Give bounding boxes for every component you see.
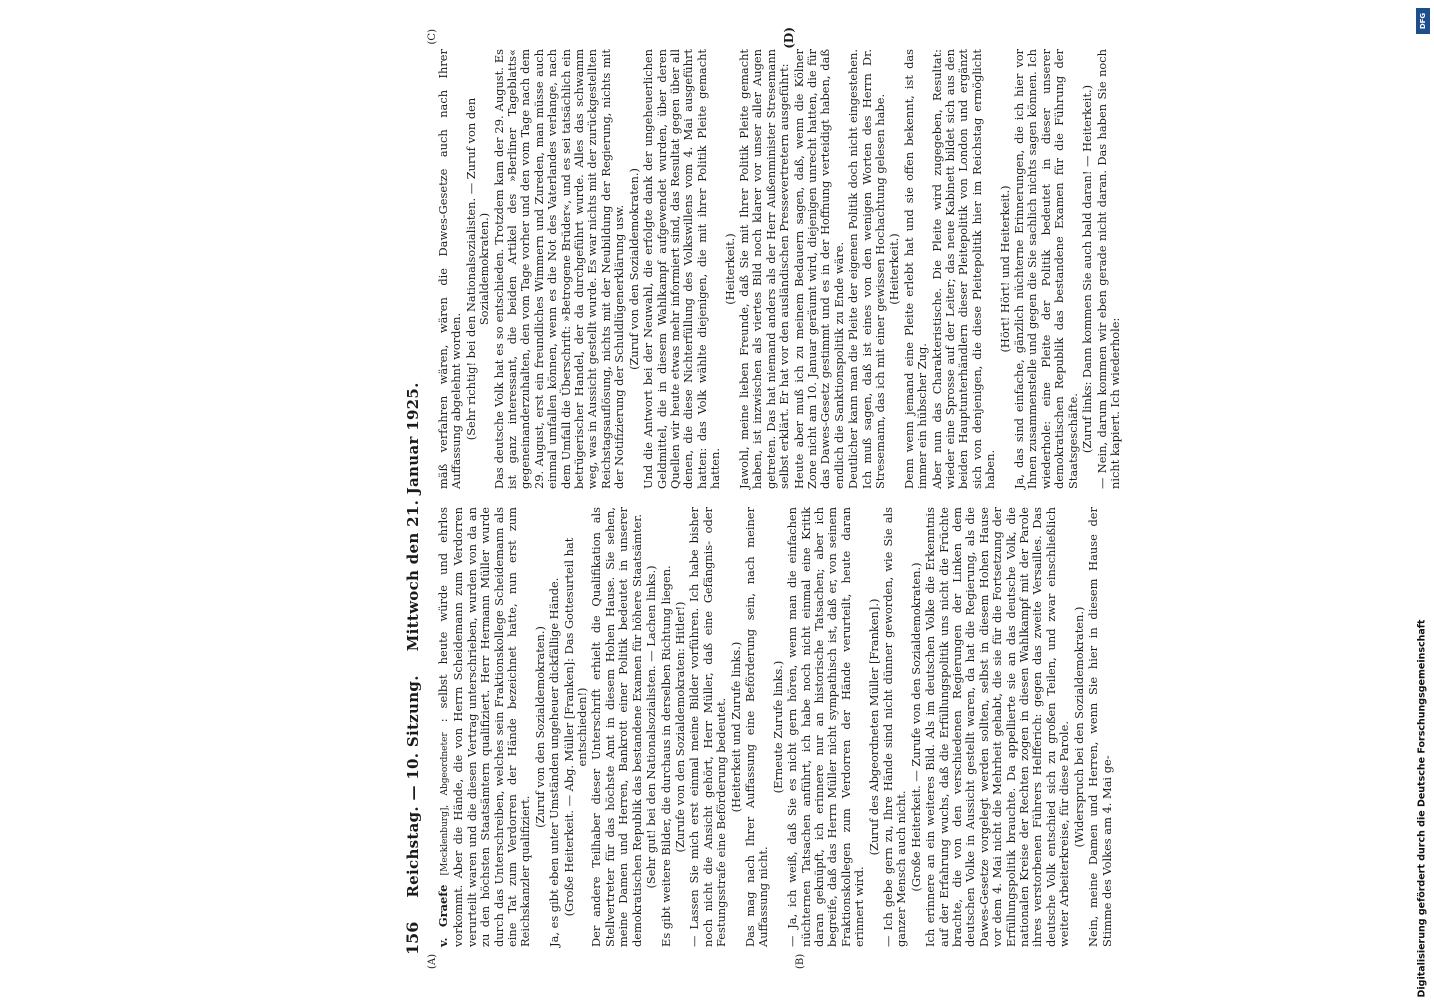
- paragraph: [793, 49, 847, 489]
- paragraph: [493, 49, 627, 489]
- interjection: (Sehr richtig! bei den Nationalsozialisten. — Zuruf von den Sozialdemokraten.): [463, 97, 492, 441]
- paragraph: [688, 507, 728, 947]
- speaker-role: [Mecklenburg], Abgeordneter: [440, 732, 450, 885]
- rotated-document-page: [397, 27, 1122, 969]
- dfg-logo: [1416, 8, 1430, 34]
- paragraph: [1096, 49, 1123, 489]
- paragraph: [437, 49, 464, 489]
- dfg-logo-text: DFG: [1419, 12, 1427, 30]
- paragraph-text: Denn wenn jemand eine Pleite erlebt hat und sie offen bekennt, ist das immer ein hübscher Zug.: [901, 49, 930, 489]
- interjection: (Zurufe von den Sozialdemokraten: Hitler!): [672, 601, 687, 853]
- margin-mark-b: (B): [795, 953, 806, 969]
- paragraph-text: Ja, es gibt eben unter Umständen ungeheuer dickfällige Hände.: [547, 577, 562, 947]
- interjection: (Große Heiterkeit. — Zurufe von den Sozialdemokraten.): [908, 562, 923, 892]
- paragraph-text: Der andere Teilhaber dieser Unterschrift erhielt die Qualifikation als Stellvertreter für das höchste Amt in diesem Hohen Hause. Sie sehen, meine Damen und Herren, Bankrott einer Politik bedeutet in unserer demokratischen Republik das bestandene Examen für höhere Staatsämter.: [589, 507, 644, 947]
- interjection: (Sehr gut! bei den Nationalsozialisten. — Lachen links.): [644, 565, 659, 889]
- paragraph: [903, 49, 930, 489]
- paragraph-text: Es gibt weitere Bilder, die durchaus in derselben Richtung liegen.: [658, 565, 673, 947]
- paragraph: [744, 507, 771, 947]
- session-date: Mittwoch den 21. Januar 1925.: [404, 382, 422, 652]
- paragraph: [882, 507, 909, 947]
- margin-mark-c: (C): [427, 29, 438, 45]
- paragraph-text: Ich erinnere an ein weiteres Bild. Als im deutschen Volke die Erkenntnis auf der Erfahrung wuchs, daß die Erfüllungspolitik uns nicht die Früchte brachte, die von den verschiedenen Regierungen der Linken dem deutschen Volke in Aussicht gestellt waren, da hat die Regierung, als die Dawes-Gesetze vorgelegt werden sollten, selbst in diesem Hohen Hause vor dem 4. Mai nicht die Mehrheit gehabt, die sie für die Fortsetzung der Erfüllungspolitik brauchte. Da appellierte sie an das deutsche Volk, die nationalen Kreise der Rechten zogen in diesen Wahlkampf mit der Parole ihres verstorbenen Führers Helfferich: gegen das zweite Versailles. Das deutsche Volk entschied sich zu großen Teilen, und zwar einschließlich weiter Arbeiterkreise, für diese Parole.: [923, 507, 1072, 947]
- paragraph-text: mäß verfahren wären, wären die Dawes-Gesetze auch nach Ihrer Auffassung abgelehnt worden.: [436, 49, 464, 489]
- paragraph-text: Das mag nach Ihrer Auffassung eine Beförderung sein, nach meiner Auffassung nicht.: [742, 507, 771, 947]
- paragraph-text: Ja, das sind einfache, gänzlich nüchterne Erinnerungen, die ich hier vor Ihnen zusammenstelle und gegen die Sie sachlich nichts sagen können. Ich wiederhole: eine Pleite der Politik bedeutet in dieser unserer demokratischen Republik das bestandene Examen für die Führung der Staatsgeschäfte.: [1012, 49, 1080, 489]
- paragraph-text: — Nein, darum kommen wir eben gerade nicht daran. Das haben Sie noch nicht kapiert. Ich wiederhole:: [1094, 49, 1122, 489]
- paragraph-text: Das deutsche Volk hat es so entschieden. Trotzdem kam der 29. August. Es ist ganz interessant, die beiden Artikel des »Berliner Tageblatts« gegeneinanderzuhalten, den vom Tage vorher und den vom Tage nach dem 29. August, erst ein freundliches Wimmern und Zureden, man müsse auch einmal umfallen können, wenn es die Not des Vaterlandes verlange, nach dem Umfall die Überschrift: »Betrogene Brüder«, und es sei tatsächlich ein betrügerischer Handel, der da durchgeführt wurde. Alles das schwamm weg, was in Aussicht gestellt wurde. Es war nichts mit der zurückgestellten Reichstagsauflösung, nichts mit der Neubildung der Regierung, nichts mit der Notifizierung der Schuldlügenerklärung usw.: [491, 49, 627, 489]
- paragraph-text: — Ja, ich weiß, daß Sie es nicht gern hören, wenn man die einfachen nüchternen Tatsachen anführt, ich habe noch nicht einmal eine Kritik daran geknüpft, ich erinnere nur an historische Tatsachen; aber ich begreife, daß das Herrn Müller nicht sympathisch ist, daß er, von seinem Fraktionskollegen zum Verdorren der Hände verurteilt, heute daran erinnert wird.: [785, 507, 867, 947]
- paragraph-text: Deutlicher kann man die Pleite der eigenen Politik doch nicht eingestehen. Ich muß sagen, daß ist eines von den wenigen Worten des Herrn Dr. Stresemann, das ich mit einer gewissen Hochachtung gelesen habe.: [846, 49, 887, 489]
- page-number: 156: [403, 921, 422, 955]
- interjection: (Heiterkeit und Zurufe links.): [728, 641, 743, 813]
- paragraph-text: Heute aber muß ich zu meinem Bedauern sagen, daß, wenn die Kölner Zone nicht am 10. Januar geräumt wird, diejenigen unrecht hatten, die für das Dawes-Gesetz gestimmt und es in der Hoffnung verteidigt haben, daß endlich die Sanktionspolitik zu Ende wäre.: [791, 49, 846, 489]
- paragraph: [1013, 49, 1080, 489]
- paragraph-text: Aber nun das Charakteristische. Die Pleite wird zugegeben, Resultat: wieder eine Sprosse auf der Leiter; das neue Kabinett bildet sich aus den beiden Hauptunterhändlern dieser Pleitepolitik von London und ergänzt sich von denjenigen, die diese Pleitepolitik hier im Reichstag ermöglicht haben.: [929, 49, 998, 489]
- interjection: (Erneute Zurufe links.): [770, 660, 785, 794]
- interjection: (Große Heiterkeit. — Abg. Müller [Franken]: Das Gottesurteil hat entschieden!): [561, 537, 590, 917]
- speaker-name: v. Graefe: [436, 884, 450, 947]
- left-column: [436, 507, 1114, 947]
- running-title: Reichstag. — 10. Sitzung.: [404, 675, 422, 898]
- paragraph: [786, 507, 866, 947]
- interjection: (Widerspruch bei den Sozialdemokraten.): [1071, 606, 1086, 848]
- paragraph: [590, 507, 644, 947]
- paragraph: [660, 507, 673, 947]
- digitization-stamp: [1410, 0, 1434, 1000]
- margin-mark-a: (A): [427, 953, 438, 969]
- interjection: (Heiterkeit.): [887, 233, 902, 305]
- paragraph: [437, 507, 533, 947]
- paragraph: [738, 49, 792, 489]
- stamp-text: Digitalisierung gefördert durch die Deutsche Forschungsgemeinschaft: [1416, 619, 1428, 998]
- paragraph-text: — Ich gebe gern zu, Ihre Hände sind nicht dünner geworden, wie Sie als ganzer Mensch auch nicht.: [881, 507, 909, 947]
- paragraph-text: Und die Antwort bei der Neuwahl, die erfolgte dank der ungeheuerlichen Geldmittel, die in diesem Wahlkampf aufgewendet wurden, über deren Quellen wir heute etwas mehr informiert sind, das Resultat gegen über all denen, die diese Nichterfüllung des Volkswillens vom 4. Mai ausgeführt hatten: das Volk wählte diejenigen, die mit ihrer Politik Pleite gemacht hatten.: [641, 49, 723, 489]
- interjection: (Zuruf links: Dann kommen Sie auch bald daran! — Heiterkeit.): [1080, 84, 1095, 454]
- right-column: [436, 49, 1122, 489]
- interjection: (Zuruf von den Sozialdemokraten.): [626, 168, 641, 370]
- paragraph: [642, 49, 722, 489]
- paragraph-text: Jawohl, meine lieben Freunde, daß Sie mit Ihrer Politik Pleite gemacht haben, ist inzwischen als viertes Bild noch klarer vor unser aller Augen getreten. Das hat niemand anders als der Herr Außenminister Stresemann selbst erklärt. Er hat vor den ausländischen Pressevertretern ausgeführt:: [736, 49, 792, 489]
- page-header: [403, 45, 427, 955]
- interjection: (Zuruf von den Sozialdemokraten.): [532, 626, 547, 828]
- interjection: (Hört! Hört! und Heiterkeit.): [997, 185, 1012, 353]
- paragraph-text: : selbst heute würde und ehrlos vorkommt. Aber die Hände, die von Herrn Scheidemann zum Verdorren verurteilt waren und die diesen Vertrag unterschrieben, wurden von da an zu den höchsten Staatsämtern qualifiziert. Herr Hermann Müller wurde durch das Unterschreiben, welches sein Fraktionskollege Scheidemann als eine Tat zum Verdorren der Hände bezeichnet hatte, nun erst zum Reichskanzler qualifiziert.: [436, 507, 533, 947]
- paragraph: [1087, 507, 1114, 947]
- paragraph: [931, 49, 998, 489]
- interjection: (Heiterkeit.): [722, 233, 737, 305]
- paragraph: [924, 507, 1071, 947]
- paragraph-text: — Lassen Sie mich erst einmal meine Bilder vorführen. Ich habe bisher noch nicht die Ansicht gehört, Herr Müller, daß eine Gefängnis- oder Festungsstrafe eine Beförderung bedeutet.: [687, 507, 729, 947]
- paragraph: [548, 507, 561, 947]
- interjection: (Zuruf des Abgeordneten Müller [Franken].): [866, 598, 881, 856]
- margin-mark-d: (D): [782, 27, 796, 49]
- text-columns: [436, 49, 1122, 947]
- paragraph: [847, 49, 887, 489]
- paragraph-text: Nein, meine Damen und Herren, wenn Sie hier in diesem Hause der Stimme des Volkes am 4. Mai ge-: [1086, 507, 1114, 947]
